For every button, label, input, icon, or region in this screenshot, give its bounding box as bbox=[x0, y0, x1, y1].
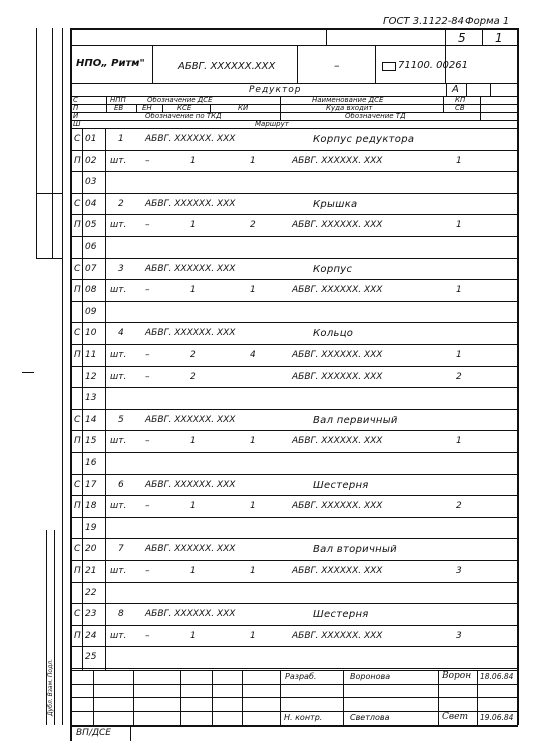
row-divider bbox=[70, 171, 518, 172]
row-divider bbox=[70, 668, 518, 669]
cell-en: – bbox=[145, 630, 150, 641]
binding-tick bbox=[36, 258, 62, 259]
cell-where: АБВГ. XXXXXX. XXX bbox=[292, 566, 383, 576]
number-column-line bbox=[105, 128, 106, 670]
cell-ev: шт. bbox=[110, 350, 127, 360]
cell-ki: 1 bbox=[250, 501, 256, 512]
cell-kse: 1 bbox=[190, 220, 196, 231]
binding-tick bbox=[36, 193, 62, 194]
cell-ki: 1 bbox=[250, 436, 256, 447]
cell-kse: 1 bbox=[190, 630, 196, 641]
cell-ki: 1 bbox=[250, 285, 256, 296]
legend-sv: СВ bbox=[455, 104, 465, 112]
row-divider bbox=[70, 301, 518, 302]
cell-num: 21 bbox=[85, 566, 97, 576]
cell-ev: шт. bbox=[110, 285, 127, 296]
cell-code: С bbox=[74, 414, 81, 425]
cell-num: 20 bbox=[85, 544, 97, 555]
cell-sv: 3 bbox=[456, 630, 462, 641]
legend-td: Обозначение ТД bbox=[345, 112, 406, 120]
cell-num: 23 bbox=[85, 609, 97, 620]
cell-en: – bbox=[145, 285, 150, 296]
row-divider bbox=[70, 344, 518, 345]
cell-code: С bbox=[74, 328, 81, 339]
cell-ki: 4 bbox=[250, 350, 256, 360]
legend-en: ЕН bbox=[142, 104, 152, 112]
cell-ev: шт. bbox=[110, 501, 127, 512]
legend-where: Куда входит bbox=[326, 104, 373, 112]
row-divider bbox=[70, 150, 518, 151]
cell-ki: 1 bbox=[250, 566, 256, 576]
cell-dse: АБВГ. XXXXXX. XXX bbox=[145, 198, 236, 209]
cell-sv: 1 bbox=[456, 436, 462, 447]
cell-en: – bbox=[145, 371, 150, 382]
row-divider bbox=[70, 582, 518, 583]
cell-en: – bbox=[145, 220, 150, 231]
cell-num: 17 bbox=[85, 479, 97, 490]
cell-code: П bbox=[74, 285, 81, 296]
legend-code-p: П bbox=[73, 104, 79, 112]
cell-num: 01 bbox=[85, 134, 97, 144]
legend-tkd: Обозначение по ТКД bbox=[145, 112, 222, 120]
cell-sv: 2 bbox=[456, 501, 462, 512]
cell-ev: шт. bbox=[110, 220, 127, 231]
cell-kse: 1 bbox=[190, 566, 196, 576]
cell-name: Корпус редуктора bbox=[313, 134, 415, 145]
cell-num: 19 bbox=[85, 522, 97, 533]
cell-num: 15 bbox=[85, 436, 97, 447]
cell-ev: шт. bbox=[110, 155, 127, 166]
cell-npp: 7 bbox=[118, 544, 124, 555]
cell-sv: 2 bbox=[456, 371, 462, 382]
cell-num: 16 bbox=[85, 458, 97, 468]
cell-sv: 1 bbox=[456, 285, 462, 296]
cell-code: С bbox=[74, 263, 81, 274]
cell-dse: АБВГ. XXXXXX. XXX bbox=[145, 328, 236, 339]
cell-num: 12 bbox=[85, 371, 97, 382]
cell-where: АБВГ. XXXXXX. XXX bbox=[292, 436, 383, 447]
row-divider bbox=[70, 625, 518, 626]
rect-symbol-icon bbox=[382, 62, 396, 71]
cell-where: АБВГ. XXXXXX. XXX bbox=[292, 285, 383, 296]
cell-num: 08 bbox=[85, 285, 97, 296]
row-divider bbox=[70, 603, 518, 604]
row-divider bbox=[70, 366, 518, 367]
cell-ki: 1 bbox=[250, 630, 256, 641]
cell-kse: 1 bbox=[190, 501, 196, 512]
legend-route: Маршрут bbox=[255, 120, 289, 128]
cell-num: 22 bbox=[85, 587, 97, 598]
cell-num: 24 bbox=[85, 630, 97, 641]
row-divider bbox=[70, 214, 518, 215]
cell-where: АБВГ. XXXXXX. XXX bbox=[292, 501, 383, 512]
cell-kse: 2 bbox=[190, 350, 196, 360]
cell-num: 13 bbox=[85, 393, 97, 404]
lit-letter: А bbox=[452, 84, 459, 95]
margin-stamp: Дубл. Взам. Подл. bbox=[47, 659, 54, 716]
row-divider bbox=[70, 409, 518, 410]
cell-ki: 2 bbox=[250, 220, 256, 231]
cell-num: 04 bbox=[85, 198, 97, 209]
document-number: 71100. 00261 bbox=[398, 60, 468, 71]
cell-num: 11 bbox=[85, 350, 97, 360]
cell-code: С bbox=[74, 544, 81, 555]
cell-sv: 1 bbox=[456, 350, 462, 360]
legend-dse: Обозначение ДСЕ bbox=[147, 96, 213, 104]
cell-code: С bbox=[74, 479, 81, 490]
cell-name: Кольцо bbox=[313, 328, 354, 340]
row-divider bbox=[70, 322, 518, 323]
row-divider bbox=[70, 430, 518, 431]
signature-normcontrol: Свет bbox=[442, 712, 468, 722]
cell-where: АБВГ. XXXXXX. XXX bbox=[292, 630, 383, 641]
cell-code: П bbox=[74, 566, 81, 576]
cell-name: Корпус bbox=[313, 263, 353, 275]
cell-sv: 3 bbox=[456, 566, 462, 576]
legend-ki: КИ bbox=[238, 104, 249, 112]
cell-en: – bbox=[145, 566, 150, 576]
cell-kse: 1 bbox=[190, 436, 196, 447]
date-developer: 18.06.84 bbox=[480, 672, 514, 681]
cell-ki: 1 bbox=[250, 155, 256, 166]
cell-kse: 1 bbox=[190, 155, 196, 166]
cell-num: 18 bbox=[85, 501, 97, 512]
row-divider bbox=[70, 279, 518, 280]
cell-npp: 3 bbox=[118, 263, 124, 274]
cell-code: П bbox=[74, 350, 81, 360]
cell-sv: 1 bbox=[456, 155, 462, 166]
cell-ev: шт. bbox=[110, 630, 127, 641]
cell-ev: шт. bbox=[110, 566, 127, 576]
legend-name: Наименование ДСЕ bbox=[312, 96, 384, 104]
name-developer: Воронова bbox=[350, 672, 391, 681]
name-normcontrol: Светлова bbox=[350, 713, 390, 722]
cell-num: 14 bbox=[85, 414, 97, 425]
cell-name: Шестерня bbox=[313, 479, 369, 491]
organization-name: НПО„ Ритм" bbox=[76, 58, 145, 69]
legend-code-i: И bbox=[73, 112, 79, 120]
row-divider bbox=[70, 646, 518, 647]
cell-num: 05 bbox=[85, 220, 97, 231]
cell-npp: 1 bbox=[118, 134, 124, 144]
cell-code: П bbox=[74, 501, 81, 512]
cell-code: П bbox=[74, 155, 81, 166]
row-divider bbox=[70, 387, 518, 388]
cell-name: Вал вторичный bbox=[313, 544, 397, 556]
cell-code: С bbox=[74, 198, 81, 209]
role-developer: Разраб. bbox=[285, 672, 317, 681]
cell-ev: шт. bbox=[110, 436, 127, 447]
legend-npp: НПП bbox=[110, 96, 126, 104]
cell-where: АБВГ. XXXXXX. XXX bbox=[292, 350, 383, 360]
cell-code: П bbox=[74, 630, 81, 641]
cell-npp: 5 bbox=[118, 414, 124, 425]
gost-label: ГОСТ 3.1122-84 bbox=[383, 16, 465, 27]
date-normcontrol: 19.06.84 bbox=[480, 713, 514, 722]
document-type: ВП/ДСЕ bbox=[76, 728, 111, 738]
cell-code: С bbox=[74, 134, 81, 144]
forma-label: Форма 1 bbox=[465, 16, 510, 27]
legend-kse: КСЕ bbox=[177, 104, 192, 112]
cell-where: АБВГ. XXXXXX. XXX bbox=[292, 220, 383, 231]
cell-num: 25 bbox=[85, 652, 97, 663]
cell-num: 09 bbox=[85, 306, 97, 317]
cell-kse: 1 bbox=[190, 285, 196, 296]
product-name: Редуктор bbox=[249, 85, 302, 95]
cell-num: 06 bbox=[85, 242, 97, 252]
cell-dse: АБВГ. XXXXXX. XXX bbox=[145, 544, 236, 555]
cell-kse: 2 bbox=[190, 371, 196, 382]
cell-num: 07 bbox=[85, 263, 97, 274]
row-divider bbox=[70, 258, 518, 259]
cell-en: – bbox=[145, 436, 150, 447]
row-divider bbox=[70, 538, 518, 539]
row-divider bbox=[70, 560, 518, 561]
cell-en: – bbox=[145, 155, 150, 166]
signature-developer: Ворон bbox=[442, 671, 472, 681]
cell-where: АБВГ. XXXXXX. XXX bbox=[292, 371, 383, 382]
document-code: АБВГ. XXXXXX.XXX bbox=[178, 61, 276, 72]
cell-where: АБВГ. XXXXXX. XXX bbox=[292, 155, 383, 166]
cell-ev: шт. bbox=[110, 371, 127, 382]
cell-num: 10 bbox=[85, 328, 97, 339]
legend-ev: ЕВ bbox=[114, 104, 124, 112]
row-divider bbox=[70, 236, 518, 237]
cell-code: П bbox=[74, 220, 81, 231]
cell-num: 03 bbox=[85, 177, 97, 188]
cell-npp: 8 bbox=[118, 609, 124, 620]
cell-code: С bbox=[74, 609, 81, 620]
sheet-number: 5 bbox=[458, 31, 466, 45]
legend-code-sh: Ш bbox=[73, 120, 81, 128]
row-divider bbox=[70, 517, 518, 518]
cell-name: Шестерня bbox=[313, 609, 369, 621]
row-divider bbox=[70, 193, 518, 194]
cell-name: Вал первичный bbox=[313, 414, 398, 426]
cell-name: Крышка bbox=[313, 198, 358, 210]
cell-num: 02 bbox=[85, 155, 97, 166]
cell-dse: АБВГ. XXXXXX. XXX bbox=[145, 609, 236, 620]
cell-sv: 1 bbox=[456, 220, 462, 231]
role-normcontrol: Н. контр. bbox=[284, 713, 323, 722]
legend-kp: КП bbox=[455, 96, 466, 104]
legend-code-c: С bbox=[73, 96, 78, 104]
cell-dse: АБВГ. XXXXXX. XXX bbox=[145, 414, 236, 425]
code-column-line bbox=[82, 128, 83, 670]
row-divider bbox=[70, 495, 518, 496]
dash-field: – bbox=[334, 59, 340, 72]
cell-dse: АБВГ. XXXXXX. XXX bbox=[145, 263, 236, 274]
cell-code: П bbox=[74, 436, 81, 447]
row-divider bbox=[70, 474, 518, 475]
cell-dse: АБВГ. XXXXXX. XXX bbox=[145, 134, 236, 144]
cell-en: – bbox=[145, 350, 150, 360]
sheets-total: 1 bbox=[495, 31, 503, 45]
row-divider bbox=[70, 452, 518, 453]
cell-npp: 2 bbox=[118, 198, 124, 209]
cell-dse: АБВГ. XXXXXX. XXX bbox=[145, 479, 236, 490]
cell-en: – bbox=[145, 501, 150, 512]
cell-npp: 4 bbox=[118, 328, 124, 339]
cell-npp: 6 bbox=[118, 479, 124, 490]
